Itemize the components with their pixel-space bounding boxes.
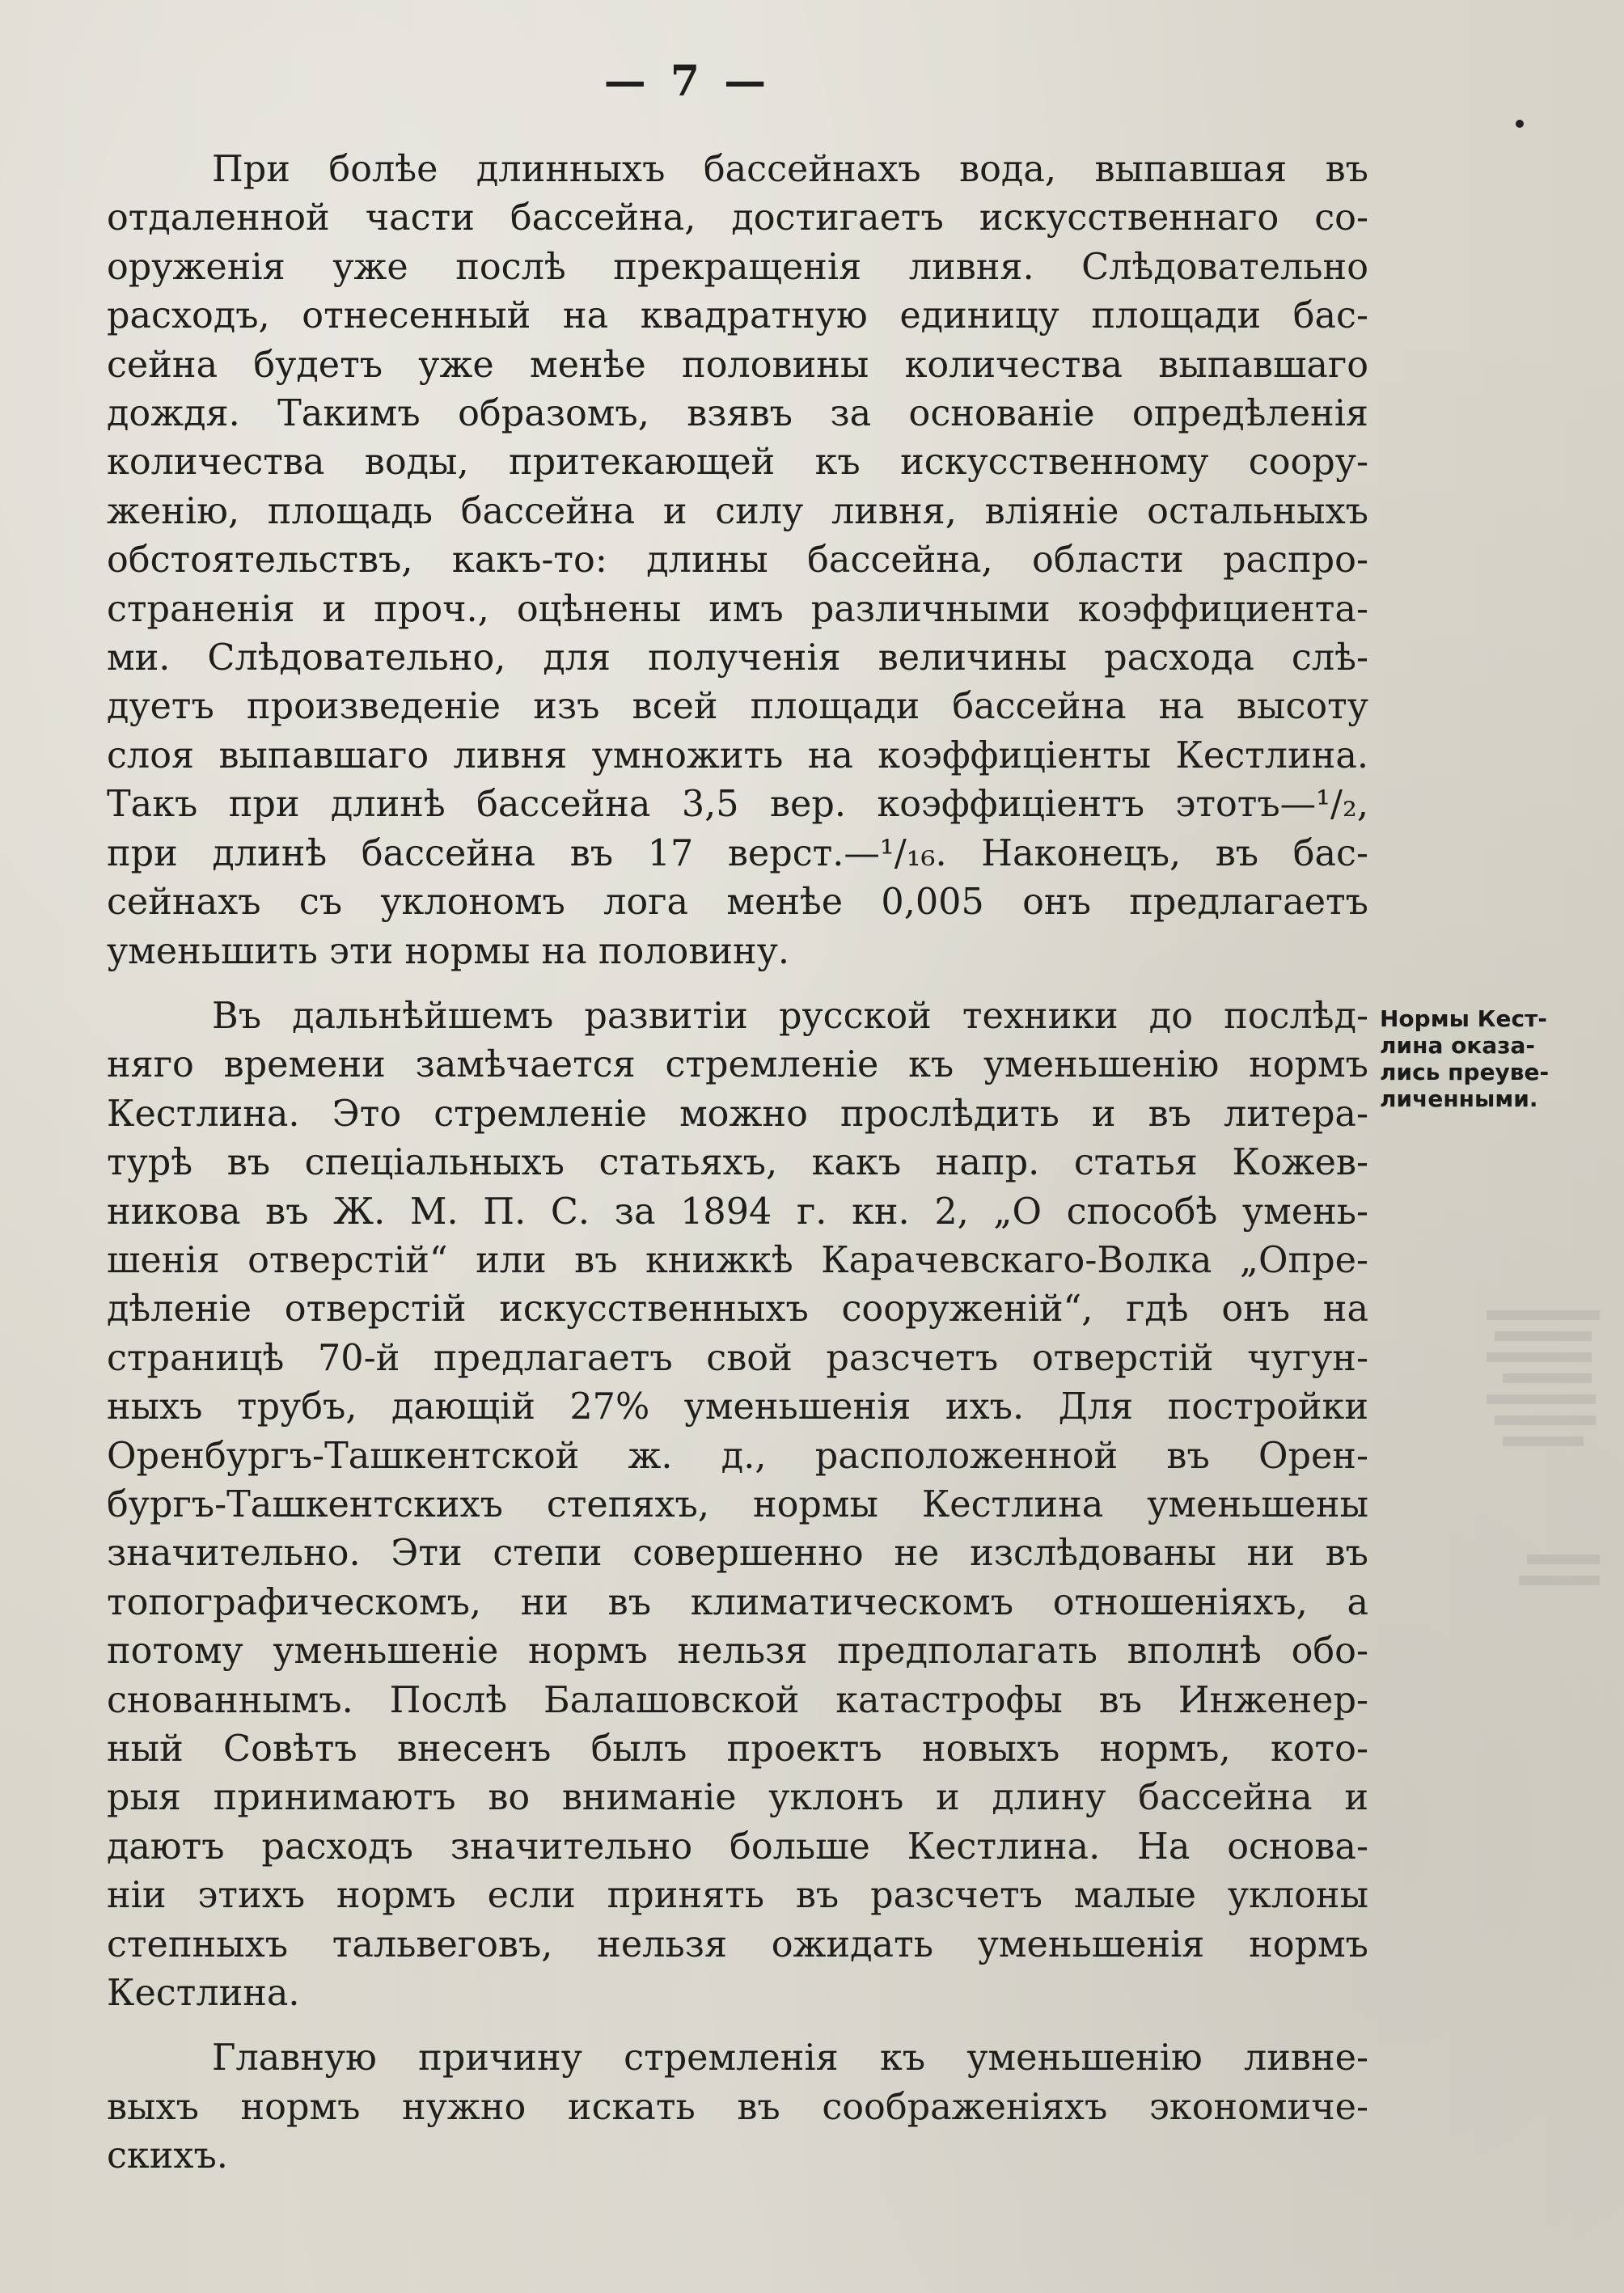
margin-note-line: Нормы Кест-: [1380, 1005, 1547, 1032]
bleed-through-text: [1470, 1254, 1624, 1771]
text-line: ныхъ трубъ, дающій 27% уменьшенія ихъ. Для постройки: [107, 1386, 1368, 1428]
text-line: выхъ нормъ нужно искать въ соображеніяхъ экономиче-: [107, 2086, 1368, 2128]
text-line: Такъ при длинѣ бассейна 3,5 вер. коэффиціентъ этотъ—¹/₂,: [107, 784, 1368, 826]
text-line: сейнахъ съ уклономъ лога менѣе 0,005 онъ предлагаетъ: [107, 882, 1368, 924]
text-line: Въ дальнѣйшемъ развитіи русской техники до послѣд-: [212, 995, 1368, 1037]
text-line: няго времени замѣчается стремленіе къ уменьшенію нормъ: [107, 1044, 1368, 1086]
text-line: отдаленной части бассейна, достигаетъ искусственнаго со-: [107, 197, 1368, 239]
page-body: [107, 146, 1368, 2181]
text-line: снованнымъ. Послѣ Балашовской катастрофы въ Инженер-: [107, 1679, 1368, 1721]
text-line: страницѣ 70-й предлагаетъ свой разсчетъ отверстій чугун-: [107, 1337, 1368, 1379]
text-line: Кестлина. Это стремленіе можно прослѣдить и въ литера-: [107, 1093, 1368, 1135]
text-line: ный Совѣтъ внесенъ былъ проектъ новыхъ нормъ, кото-: [107, 1728, 1368, 1770]
text-line: женію, площадь бассейна и силу ливня, вліяніе остальныхъ: [107, 490, 1368, 532]
margin-note: [1380, 1005, 1550, 1112]
text-line: никова въ Ж. М. П. С. за 1894 г. кн. 2, „О способѣ умень-: [107, 1191, 1368, 1233]
text-line: количества воды, притекающей къ искусственному соору-: [107, 442, 1368, 484]
text-line: бургъ-Ташкентскихъ степяхъ, нормы Кестлина уменьшены: [107, 1483, 1368, 1525]
text-line: оруженія уже послѣ прекращенія ливня. Слѣдовательно: [107, 246, 1368, 288]
text-line: даютъ расходъ значительно больше Кестлина. На основа-: [107, 1826, 1368, 1868]
text-line: степныхъ тальвеговъ, нельзя ожидать уменьшенія нормъ: [107, 1923, 1368, 1965]
ink-speck: [1516, 120, 1524, 128]
paragraph-1: [107, 146, 1368, 976]
text-line: слоя выпавшаго ливня умножить на коэффиціенты Кестлина.: [107, 734, 1368, 776]
text-line: страненія и проч., оцѣнены имъ различными коэффициента-: [107, 588, 1368, 630]
text-line: шенія отверстій“ или въ книжкѣ Карачевскаго-Волка „Опре-: [107, 1239, 1368, 1281]
page-number: — 7 —: [603, 57, 772, 106]
text-line: скихъ.: [107, 2135, 228, 2177]
text-line: Оренбургъ-Ташкентской ж. д., расположенной въ Орен-: [107, 1435, 1368, 1477]
text-line: рыя принимаютъ во вниманіе уклонъ и длину бассейна и: [107, 1777, 1368, 1819]
text-line: При болѣе длинныхъ бассейнахъ вода, выпавшая въ: [212, 149, 1368, 190]
text-line: дѣленіе отверстій искусственныхъ сооруженій“, гдѣ онъ на: [107, 1288, 1368, 1331]
text-line: уменьшить эти нормы на половину.: [107, 930, 790, 972]
text-line: дождя. Такимъ образомъ, взявъ за основаніе опредѣленія: [107, 393, 1368, 435]
text-line: расходъ, отнесенный на квадратную единицу площади бас-: [107, 295, 1368, 337]
text-line: потому уменьшеніе нормъ нельзя предполагать вполнѣ обо-: [107, 1631, 1368, 1673]
text-line: сейна будетъ уже менѣе половины количества выпавшаго: [107, 344, 1368, 386]
text-line: дуетъ произведеніе изъ всей площади бассейна на высоту: [107, 686, 1368, 728]
paragraph-2: [107, 992, 1368, 2019]
text-line: ми. Слѣдовательно, для полученія величины расхода слѣ-: [107, 637, 1368, 679]
text-line: Главную причину стремленія къ уменьшенію ливне-: [212, 2037, 1368, 2079]
text-line: Кестлина.: [107, 1973, 300, 2015]
margin-note-line: лина оказа-: [1380, 1032, 1536, 1059]
margin-note-line: личенными.: [1380, 1085, 1538, 1112]
margin-note-line: лись преуве-: [1380, 1059, 1550, 1085]
text-line: обстоятельствъ, какъ-то: длины бассейна, области распро-: [107, 539, 1368, 582]
paragraph-3: [107, 2034, 1368, 2181]
text-line: турѣ въ спеціальныхъ статьяхъ, какъ напр. статья Кожев-: [107, 1142, 1368, 1184]
text-line: ніи этихъ нормъ если принять въ разсчетъ малые уклоны: [107, 1875, 1368, 1917]
text-line: при длинѣ бассейна въ 17 верст.—¹/₁₆. Наконецъ, въ бас-: [107, 832, 1368, 874]
text-line: значительно. Эти степи совершенно не изслѣдованы ни въ: [107, 1533, 1368, 1575]
text-line: топографическомъ, ни въ климатическомъ отношеніяхъ, а: [107, 1581, 1368, 1623]
